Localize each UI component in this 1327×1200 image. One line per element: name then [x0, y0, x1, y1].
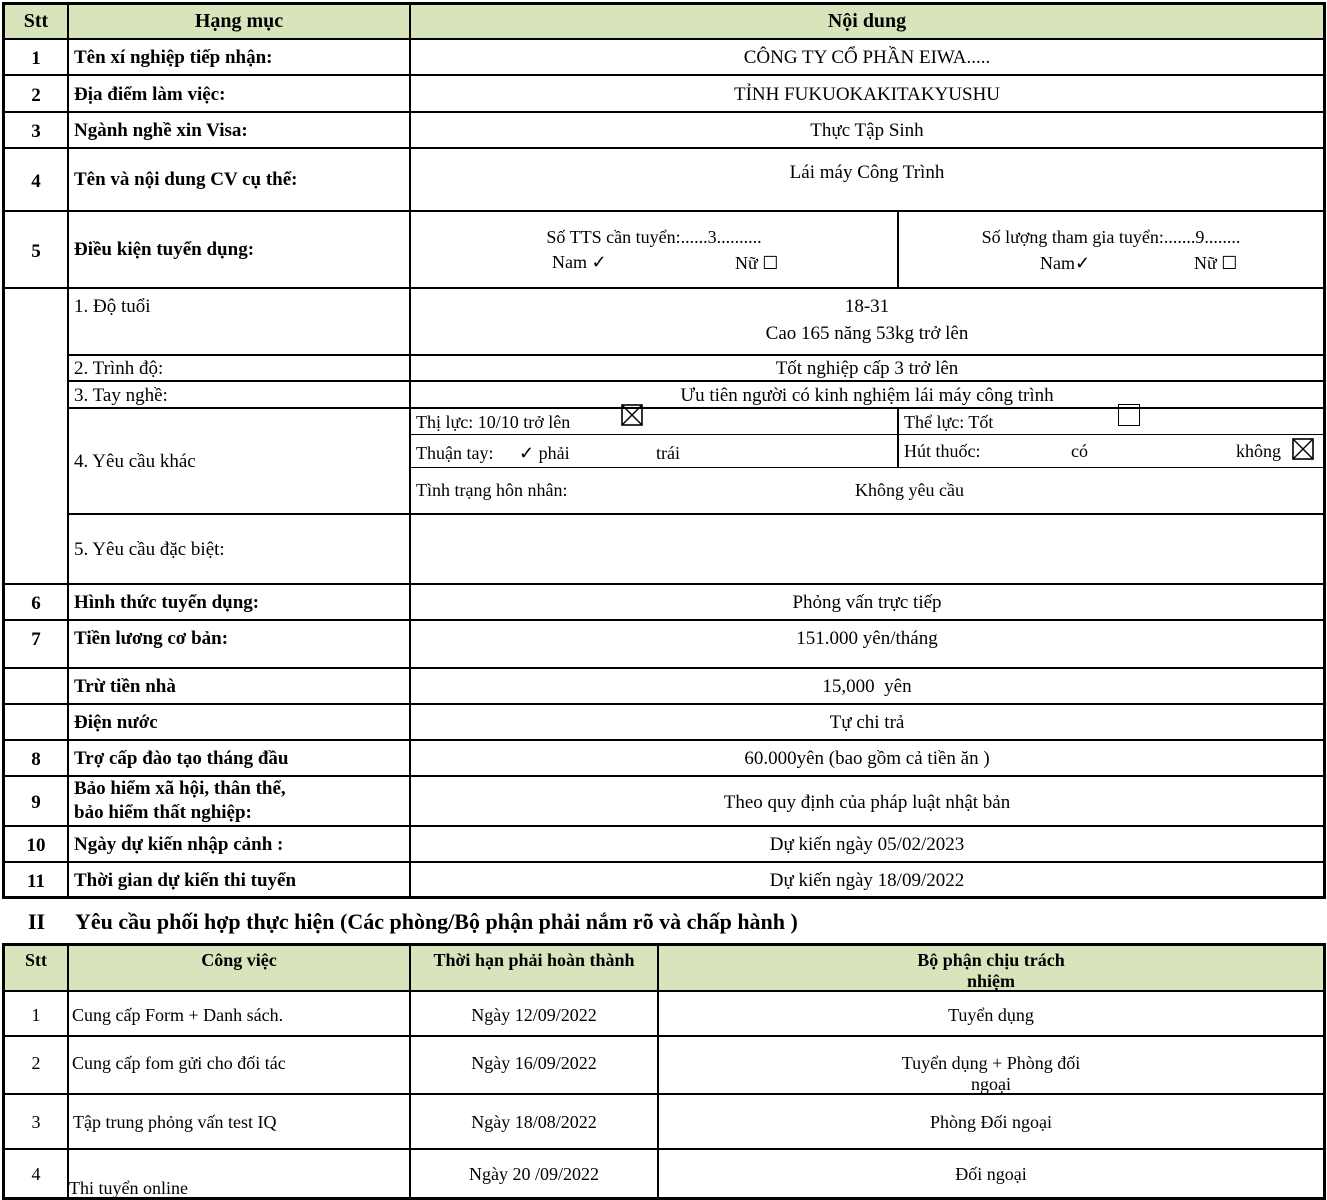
row-value: CÔNG TY CỔ PHẦN EIWA.....: [743, 47, 991, 68]
row-label: Tên xí nghiệp tiếp nhận:: [74, 47, 273, 68]
table-row-task: Thi tuyển online: [69, 1178, 188, 1198]
row-label: Điều kiện tuyển dụng:: [74, 239, 255, 260]
checked-box-icon: [621, 404, 643, 426]
row-label: Tên và nội dung CV cụ thể:: [74, 169, 298, 190]
row-value: 15,000 yên: [822, 676, 912, 697]
marital-value: Không yêu cầu: [855, 480, 964, 500]
table-row-task: Cung cấp Form + Danh sách.: [72, 1005, 284, 1025]
header-stt: Stt: [23, 10, 49, 32]
row-label: bảo hiểm thất nghiệp:: [74, 802, 252, 823]
row-value: Dự kiến ngày 05/02/2023: [769, 834, 965, 855]
req-special-label: 5. Yêu cầu đặc biệt:: [74, 539, 225, 560]
table-row-deadline: Ngày 20 /09/2022: [469, 1164, 599, 1184]
smoking-label: Hút thuốc:: [904, 441, 981, 461]
handedness-label: Thuận tay:: [416, 443, 494, 463]
row-stt: 11: [27, 871, 45, 892]
table-row-department-line2: ngoại: [971, 1074, 1011, 1094]
row-value: Lái máy Công Trình: [789, 162, 945, 183]
table-row-department: Đối ngoại: [955, 1164, 1027, 1184]
table-row-stt: 2: [31, 1053, 41, 1073]
row-label: Thời gian dự kiến thi tuyển: [74, 870, 297, 891]
row-label: Ngành nghề xin Visa:: [74, 120, 248, 141]
row-stt: 7: [31, 629, 41, 650]
req-skill-value: Ưu tiên người có kinh nghiệm lái máy công trình: [680, 385, 1054, 406]
header-task: Công việc: [201, 950, 277, 970]
req-height-value: Cao 165 năng 53kg trở lên: [765, 323, 969, 344]
row-stt: 4: [31, 171, 41, 192]
row-label: Trừ tiền nhà: [74, 676, 176, 697]
table-row-task: Cung cấp fom gửi cho đối tác: [72, 1053, 286, 1073]
row-label: Bảo hiểm xã hội, thân thể,: [74, 778, 286, 799]
table-row-deadline: Ngày 16/09/2022: [471, 1053, 597, 1073]
row-label: Ngày dự kiến nhập cảnh :: [74, 834, 284, 855]
table-row-department: Phòng Đối ngoại: [929, 1112, 1052, 1132]
section-title: Yêu cầu phối hợp thực hiện (Các phòng/Bộ phận phải nắm rõ và chấp hành ): [75, 909, 798, 934]
smoking-yes: có: [1071, 441, 1088, 461]
header-department-line2: nhiệm: [966, 971, 1015, 991]
req-skill-label: 3. Tay nghề:: [74, 385, 168, 406]
physique-label: Thể lực: Tốt: [904, 412, 994, 432]
table-row-deadline: Ngày 18/08/2022: [471, 1112, 597, 1132]
empty-box-icon: [1118, 404, 1140, 426]
row-stt: 2: [31, 85, 41, 106]
row-label: Hình thức tuyển dụng:: [74, 592, 260, 613]
table-row-stt: 1: [31, 1005, 41, 1025]
participants: Số lượng tham gia tuyển:.......9........: [981, 227, 1241, 247]
row-stt: 8: [31, 749, 41, 770]
header-stt: Stt: [25, 950, 47, 970]
row-value: Thực Tập Sinh: [810, 120, 924, 141]
table-row-task: Tập trung phỏng vấn test IQ: [73, 1112, 277, 1132]
header-hang-muc: Hạng mục: [194, 10, 284, 32]
req-age-value: 18-31: [844, 296, 890, 317]
table-row-stt: 4: [31, 1164, 41, 1184]
participants-male: Nam✓: [1040, 253, 1091, 273]
row-label: Tiền lương cơ bản:: [74, 628, 229, 649]
table-row-department: Tuyển dụng + Phòng đối: [901, 1053, 1081, 1073]
row-stt: 6: [31, 593, 41, 614]
row-label: Địa điểm làm việc:: [74, 84, 226, 105]
row-value: 151.000 yên/tháng: [796, 628, 938, 649]
header-deadline: Thời hạn phải hoàn thành: [433, 950, 635, 970]
row-stt: 9: [31, 792, 41, 813]
section-number: II: [28, 909, 46, 934]
tts-needed-female: Nữ ☐: [735, 253, 779, 273]
row-value: Dự kiến ngày 18/09/2022: [769, 870, 965, 891]
row-value: TỈNH FUKUOKAKITAKYUSHU: [733, 84, 1001, 105]
handedness-left: trái: [656, 443, 680, 463]
req-education-value: Tốt nghiệp cấp 3 trở lên: [775, 358, 959, 379]
row-stt: 3: [31, 121, 41, 142]
header-noi-dung: Nội dung: [827, 10, 907, 32]
eyesight-label: Thị lực: 10/10 trở lên: [416, 412, 571, 432]
req-education-label: 2. Trình độ:: [74, 358, 164, 379]
row-value: 60.000yên (bao gồm cả tiền ăn ): [744, 748, 990, 769]
row-value: Phỏng vấn trực tiếp: [792, 592, 942, 613]
req-age-label: 1. Độ tuổi: [74, 296, 151, 317]
table-row-department: Tuyển dụng: [948, 1005, 1034, 1025]
table-row-deadline: Ngày 12/09/2022: [471, 1005, 597, 1025]
tts-needed-male: Nam ✓: [552, 252, 607, 272]
table-row-stt: 3: [31, 1112, 41, 1132]
smoking-no: không: [1236, 441, 1281, 461]
req-other-label: 4. Yêu cầu khác: [74, 451, 196, 472]
checked-box-icon: [1292, 438, 1314, 460]
participants-female: Nữ ☐: [1194, 253, 1238, 273]
row-stt: 5: [31, 241, 41, 262]
tts-needed: Số TTS cần tuyển:......3..........: [546, 227, 762, 247]
row-value: Tự chi trả: [829, 712, 905, 733]
row-stt: 10: [26, 835, 46, 856]
marital-label: Tình trạng hôn nhân:: [416, 480, 568, 500]
row-label: Điện nước: [74, 712, 158, 733]
row-value: Theo quy định của pháp luật nhật bản: [723, 792, 1011, 813]
row-label: Trợ cấp đào tạo tháng đầu: [74, 748, 289, 769]
row-stt: 1: [31, 48, 41, 69]
handedness-right: ✓ phải: [519, 443, 570, 463]
header-department: Bộ phận chịu trách: [917, 950, 1065, 970]
